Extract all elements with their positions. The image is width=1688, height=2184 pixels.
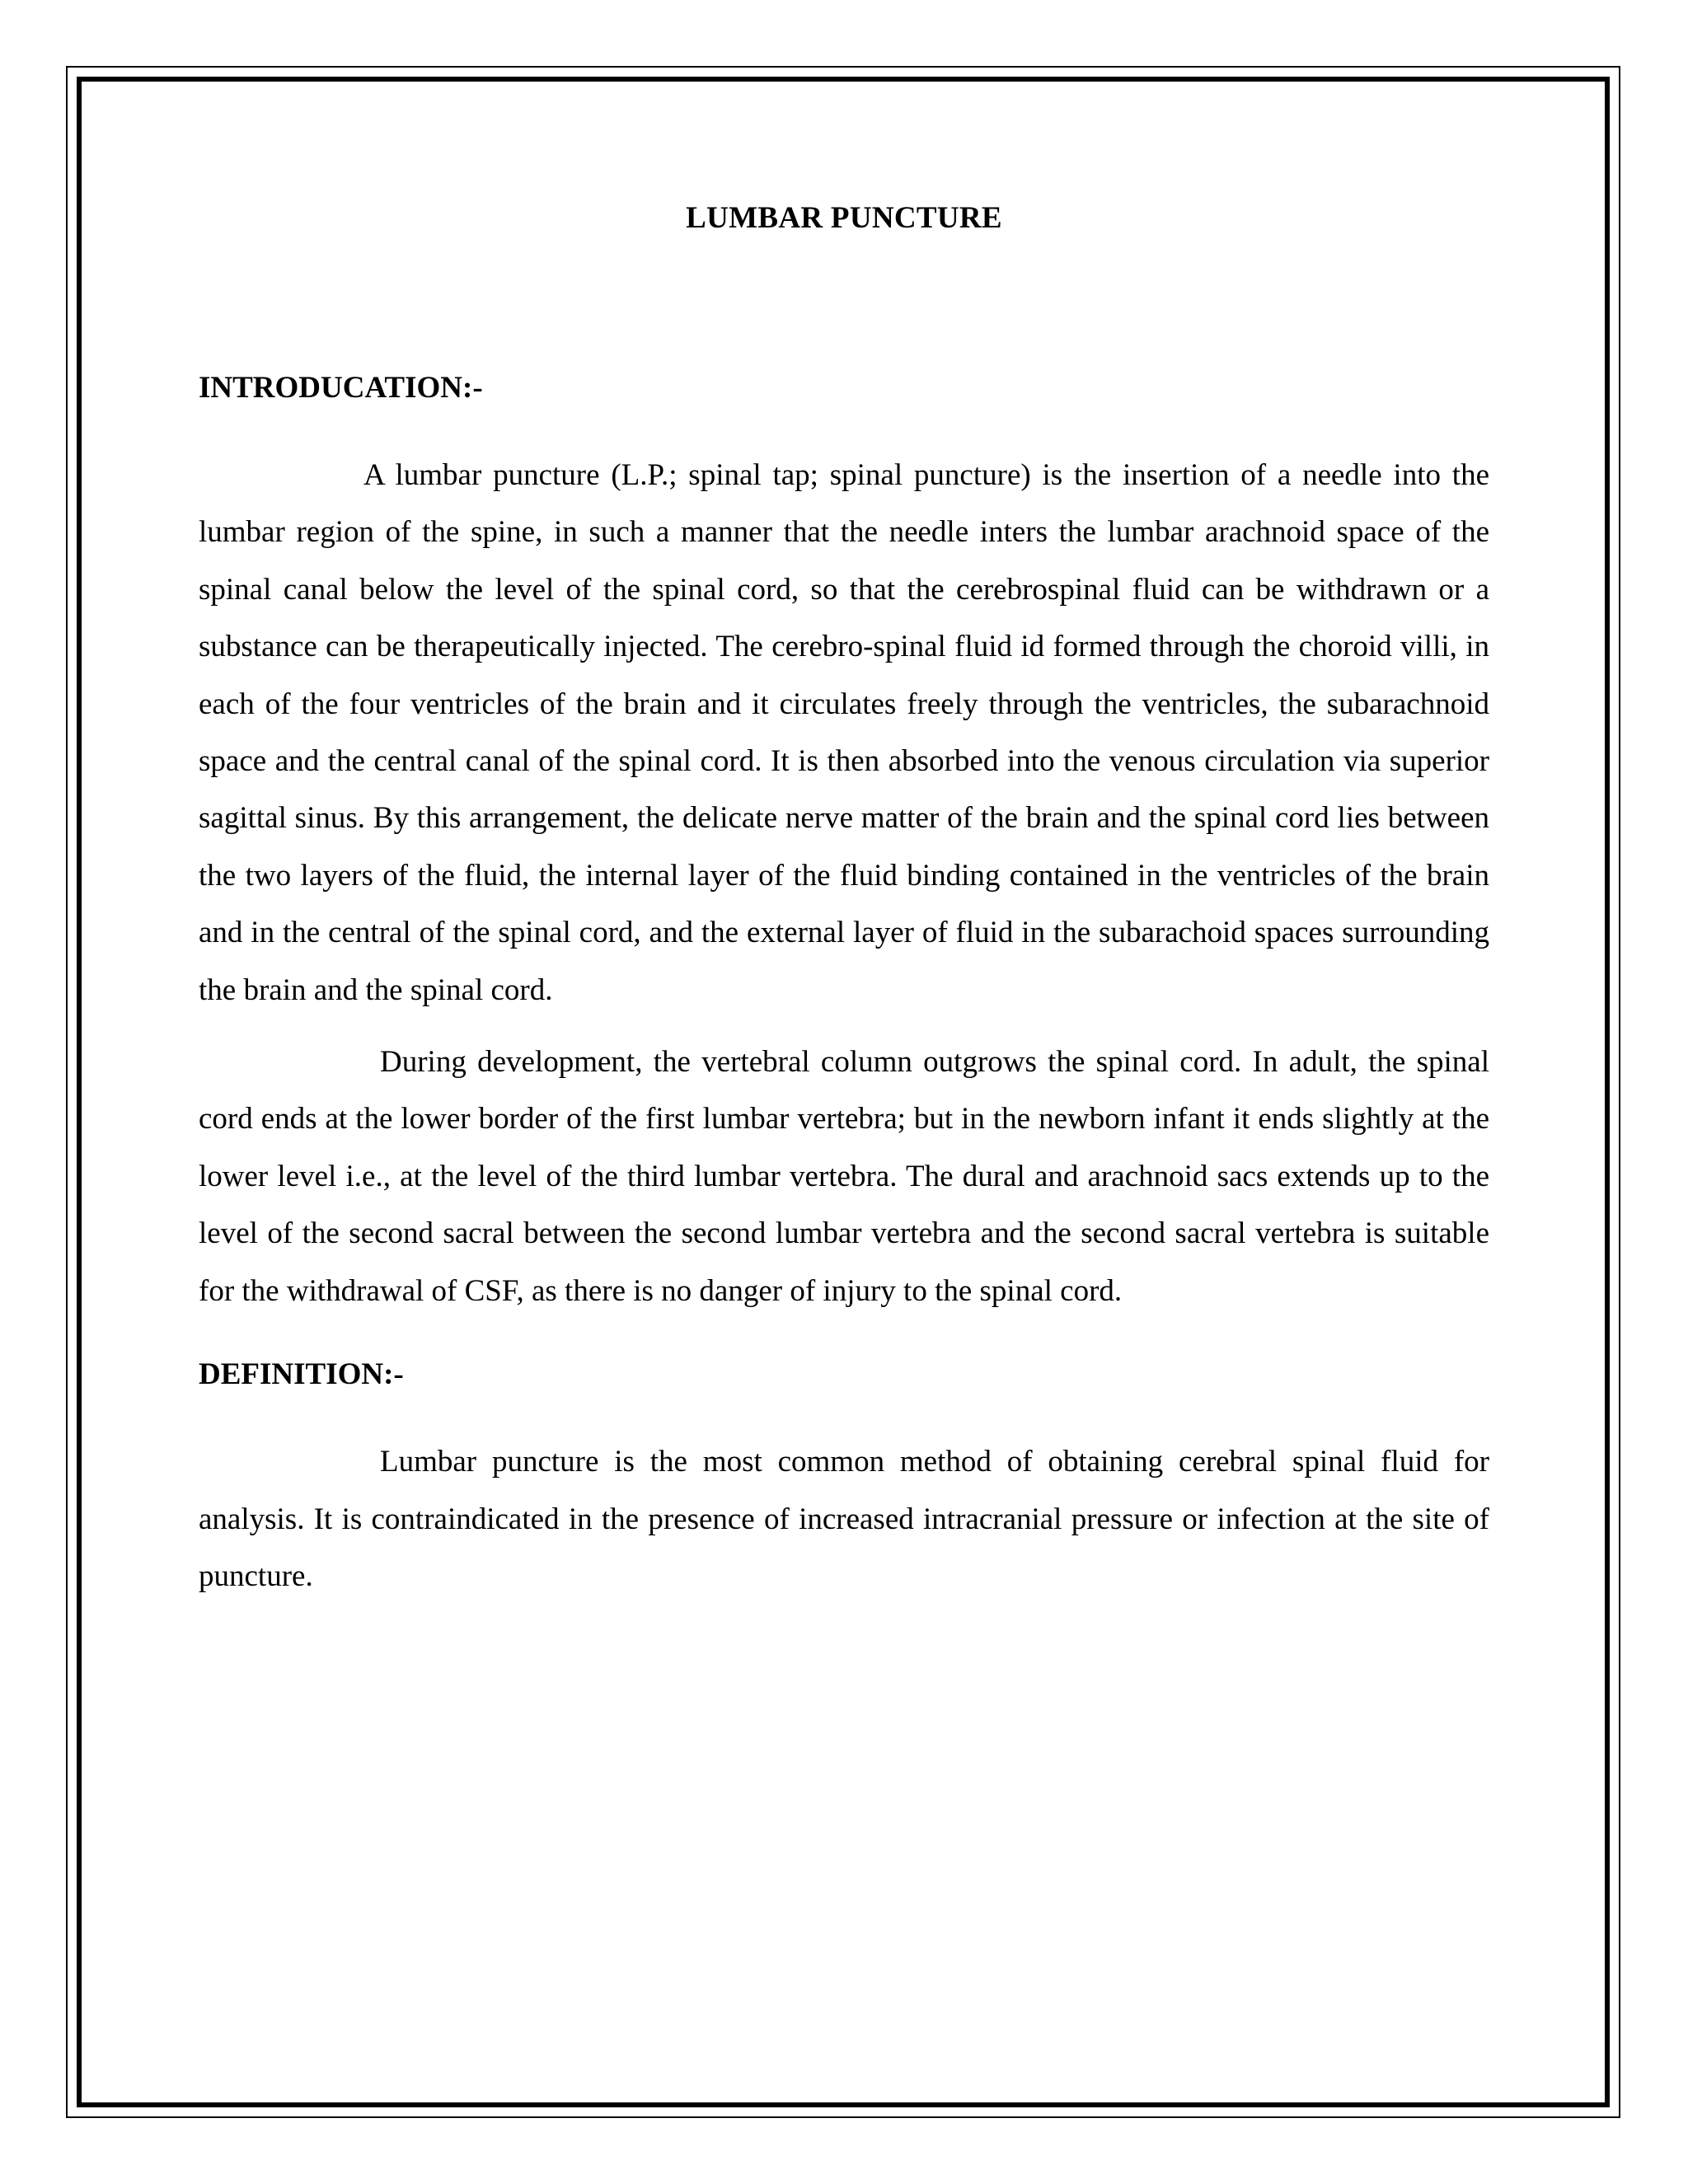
- section-heading-introduction: INTRODUCATION:-: [199, 371, 483, 405]
- section-heading-definition: DEFINITION:-: [199, 1357, 404, 1392]
- document-body: [199, 194, 1489, 1605]
- introduction-paragraph-2: During development, the vertebral column outgrows the spinal cord. In adult, the spinal cord ends at the lower border of the first lumbar vertebra; but in the newborn infant it ends slightly at the lower level i.e., at the level of the third lumbar vertebra. The dural and arachnoid sacs extends up to the level of the second sacral between the second lumbar vertebra and the second sacral vertebra is suitable for the withdrawal of CSF, as there is no danger of injury to the spinal cord.: [199, 1045, 1489, 1308]
- introduction-paragraph-1: A lumbar puncture (L.P.; spinal tap; spinal puncture) is the insertion of a needle into the lumbar region of the spine, in such a manner that the needle inters the lumbar arachnoid space of the spinal canal below the level of the spinal cord, so that the cerebrospinal fluid can be withdrawn or a substance can be therapeutically injected. The cerebro-spinal fluid id formed through the choroid villi, in each of the four ventricles of the brain and it circulates freely through the ventricles, the subarachnoid space and the central canal of the spinal cord. It is then absorbed into the venous circulation via superior sagittal sinus. By this arrangement, the delicate nerve matter of the brain and the spinal cord lies between the two layers of the fluid, the internal layer of the fluid binding contained in the ventricles of the brain and in the central of the spinal cord, and the external layer of fluid in the subarachoid spaces surrounding the brain and the spinal cord.: [199, 458, 1489, 1007]
- definition-paragraph: Lumbar puncture is the most common method of obtaining cerebral spinal fluid for analysis. It is contraindicated in the presence of increased intracranial pressure or infection at the site of puncture.: [199, 1445, 1489, 1593]
- document-title: LUMBAR PUNCTURE: [686, 201, 1002, 235]
